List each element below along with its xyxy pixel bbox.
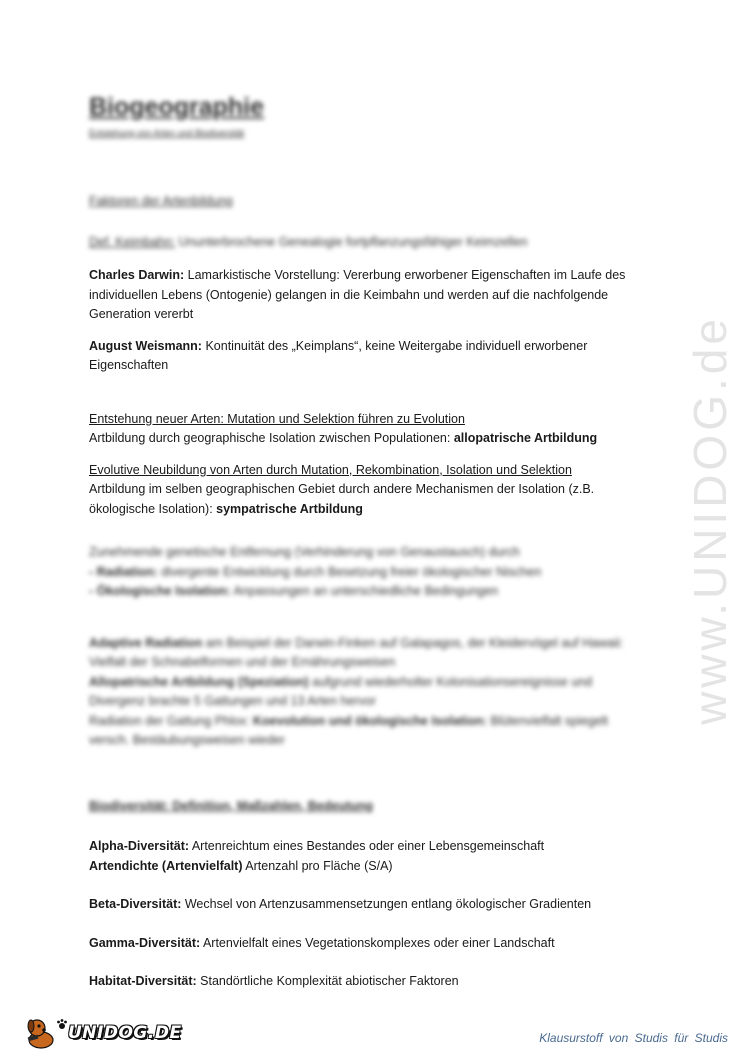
darwin-paragraph xyxy=(89,266,629,325)
keimbahn-definition xyxy=(89,233,629,253)
section-heading-artbildung: Faktoren der Artenbildung xyxy=(89,194,233,208)
document-content xyxy=(89,92,629,992)
sympatric-heading: Evolutive Neubildung von Arten durch Mutation, Rekombination, Isolation und Selektion xyxy=(89,462,572,477)
adaptive-text2: aufgrund wiederholter Kolonisationsereignisse und Divergenz brachte 5 Gattungen und 13 Arten hervor xyxy=(89,674,593,708)
keimbahn-text: Ununterbrochene Genealogie fortpflanzungsfähiger Keimzellen xyxy=(175,234,528,249)
page-title: Biogeographie xyxy=(89,93,265,121)
dog-icon xyxy=(24,1016,58,1050)
sympatric-text: Artbildung im selben geographischen Gebiet durch andere Mechanismen der Isolation (z.B. ökologische Isolation): xyxy=(89,482,595,516)
paw-icon xyxy=(56,1018,68,1030)
density-text: Artenzahl pro Fläche (S/A) xyxy=(242,858,393,873)
adaptive-line1 xyxy=(89,634,629,673)
beta-text: Wechsel von Artenzusammensetzungen entlang ökologischer Gradienten xyxy=(181,897,592,911)
page-subtitle: Entstehung von Arten und Biodiversität xyxy=(89,128,245,138)
genetic-item2-text: Anpassungen an unterschiedliche Bedingungen xyxy=(230,584,499,598)
genetic-item1-text: divergente Entwicklung durch Besetzung freier ökologischer Nischen xyxy=(157,564,542,579)
allopatric-line xyxy=(89,429,629,449)
genetic-item1-label: - Radiation: xyxy=(89,564,158,579)
adaptive-text3b: Blütenvielfalt spiegelt versch. Bestäubungsweisen wieder xyxy=(89,713,608,747)
beta-label: Beta-Diversität: xyxy=(89,897,182,911)
allopatric-block xyxy=(89,410,629,449)
darwin-text: Lamarkistische Vorstellung: Vererbung erworbener Eigenschaften im Laufe des individuellen Lebens (Ontogenie) gelangen in die Keimbahn und werden auf die nachfolgende Generation vererbt xyxy=(89,268,626,321)
watermark: www.UNIDOG.de xyxy=(684,315,737,725)
adaptive-line3 xyxy=(89,712,629,751)
adaptive-label1: Adaptive Radiation xyxy=(89,635,203,650)
adaptive-text1: am Beispiel der Darwin-Finken auf Galapagos, der Kleidervögel auf Hawaii: Vielfalt der Schnabelformen und der Ernährungsweisen xyxy=(89,635,624,669)
alpha-label: Alpha-Diversität: xyxy=(89,839,190,853)
genetic-item-isolation xyxy=(89,582,629,602)
gamma-label: Gamma-Diversität: xyxy=(89,935,201,950)
logo-text: UNIDOG.DE xyxy=(68,1023,182,1043)
sympatric-term: sympatrische Artbildung xyxy=(216,501,363,516)
sympatric-block xyxy=(89,461,629,520)
habitat-label: Habitat-Diversität: xyxy=(89,974,197,988)
genetic-item2-label: - Ökologische Isolation: xyxy=(89,584,231,598)
beta-line xyxy=(89,895,629,915)
unidog-logo xyxy=(24,1015,182,1051)
alpha-text: Artenreichtum eines Bestandes oder einer Lebensgemeinschaft xyxy=(189,839,545,853)
genetic-intro: Zunehmende genetische Entfernung (Verhinderung von Genaustausch) durch xyxy=(89,545,520,559)
adaptive-text3a: Radiation der Gattung Phlox: xyxy=(89,713,253,728)
section-heading-biodiversitaet: Biodiversität: Definition, Maßzahlen, Bedeutung xyxy=(89,798,374,813)
habitat-text: Standörtliche Komplexität abiotischer Faktoren xyxy=(196,974,459,988)
adaptive-label2: Allopatrische Artbildung (Speziation) xyxy=(89,674,309,689)
genetic-item-radiation xyxy=(89,563,629,583)
sympatric-line xyxy=(89,480,629,519)
adaptive-label3: Koevolution und ökologische Isolation: xyxy=(253,713,488,728)
weismann-text: Kontinuität des „Keimplans“, keine Weitergabe individuell erworbener Eigenschaften xyxy=(89,338,588,372)
adaptive-radiation-block xyxy=(89,634,629,751)
darwin-label: Charles Darwin: xyxy=(89,268,185,282)
alpha-line xyxy=(89,837,629,857)
genetic-distance-block xyxy=(89,543,629,602)
keimbahn-label: Def. Keimbahn: xyxy=(89,234,176,249)
allopatric-heading: Entstehung neuer Arten: Mutation und Selektion führen zu Evolution xyxy=(89,411,465,426)
density-line xyxy=(89,857,629,877)
adaptive-line2 xyxy=(89,673,629,712)
density-label: Artendichte (Artenvielfalt) xyxy=(89,858,243,873)
weismann-paragraph xyxy=(89,337,629,376)
gamma-line xyxy=(89,934,629,954)
habitat-line xyxy=(89,972,629,992)
weismann-label: August Weismann: xyxy=(89,338,202,353)
gamma-text: Artenvielfalt eines Vegetationskomplexes oder einer Landschaft xyxy=(200,935,555,950)
allopatric-term: allopatrische Artbildung xyxy=(453,431,598,445)
footer-tagline: Klausurstoff von Studis für Studis xyxy=(539,1031,728,1045)
alpha-diversity-block xyxy=(89,837,629,876)
header-blurred xyxy=(89,92,629,140)
allopatric-text: Artbildung durch geographische Isolation zwischen Populationen: xyxy=(89,431,454,445)
